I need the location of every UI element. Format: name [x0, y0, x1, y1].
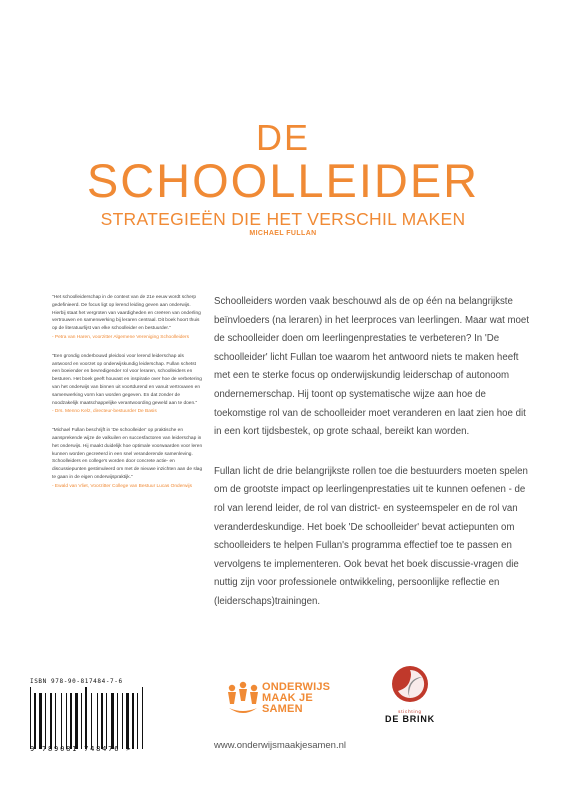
- barcode-bar: [119, 693, 121, 749]
- barcode-bar: [47, 693, 49, 749]
- barcode-bar: [126, 693, 129, 749]
- barcode-bar: [83, 693, 84, 749]
- quote-text: "Het schoolleiderschap in de context van de 21e eeuw wordt scherp gedefinieerd. De focus ligt op lerend leiding geven aan onderwijs. Hierbij staat het vergroten van vaardigheden en creëren van onderling vertrouwen en samenwerking bij leraren centraal. Dit boek hoort thuis op de literatuurlijst van elke schoolleider en bestuurder.": [52, 295, 201, 332]
- barcode-bar: [142, 687, 143, 749]
- barcode-bar: [57, 693, 60, 749]
- barcode-bar: [32, 687, 33, 749]
- barcode-bar: [45, 693, 46, 749]
- isbn-barcode: [30, 678, 172, 753]
- barcode-bar: [79, 693, 80, 749]
- barcode-bar: [124, 693, 125, 749]
- barcode-bar: [111, 693, 114, 749]
- barcode-bar: [101, 693, 103, 749]
- barcode-bar: [108, 693, 110, 749]
- logo-line: MAAK JE: [262, 692, 313, 704]
- barcode-bar: [117, 693, 118, 749]
- barcode-bar: [43, 693, 44, 749]
- onderwijs-maak-je-samen-logo: [226, 680, 386, 720]
- quote-source: - Ewald van Vliet, Voorzitter College van Bestuur Lucas Onderwijs: [52, 483, 192, 489]
- quote-text: "Michael Fullan beschrijft in 'De schoolleider' op praktische en aansprekende wijze de valkuilen en succesfactoren van leiderschap in het onderwijs. Hij maakt duidelijk hoe optimale voorwaarden voor leren kunnen worden gecreëerd in een snel veranderende samenleving. Schoolleiders en college's worden door concrete actie- en discussiepunten gestimuleerd om met de nieuwe inzichten aan de slag te gaan in de eigen onderwijspraktijk.": [52, 428, 203, 480]
- barcode-bar: [37, 693, 38, 749]
- people-circle-icon: [226, 680, 260, 716]
- de-brink-logo: [382, 664, 438, 724]
- barcode-bar: [70, 693, 72, 749]
- quote-item: [52, 294, 204, 342]
- barcode-bar: [132, 693, 134, 749]
- blurb-paragraph: Fullan licht de drie belangrijkste rollen toe die bestuurders moeten spelen om de grootste impact op leerlingenprestaties uit te kunnen oefenen - de rol van lerend leider, de rol van district- en systeemspeler en de rol van veranderdeskundige. Het boek 'De schoolleider' bevat actiepunten om schoolleiders te helpen Fullan's programma effectief toe te passen en vervolgens te implementeren. Ook bevat het boek discussie-vragen die nuttig zijn voor professionele ontwikkeling, persoonlijke reflectie en (leiderschaps)trainingen.: [214, 465, 528, 607]
- barcode-bar: [139, 693, 141, 749]
- barcode-bar: [135, 693, 136, 749]
- quote-item: [52, 353, 204, 416]
- barcode-bar: [50, 693, 52, 749]
- barcode-bar: [34, 693, 36, 749]
- book-author: MICHAEL FULLAN: [249, 230, 317, 237]
- barcode-bar: [68, 693, 69, 749]
- endorsement-quotes: [52, 294, 204, 502]
- blurb-paragraph: Schoolleiders worden vaak beschouwd als de op één na belangrijkste beïnvloeders (na leraren) in het leerproces van leerlingen. Maar wat moet de schoolleider doen om leerlingenprestaties te verbeteren? In 'De schoolleider' licht Fullan toe waarom het antwoord niets te maken heeft met een te sterke focus op onderwijskundig leiderschap of autonoom ondernemerschap. Hij toont op systematische wijze aan hoe de toekomstige rol van de schoolleider moet veranderen en laat zien hoe dit in een kort tijdsbestek, op grote schaal, bereikt kan worden.: [214, 296, 530, 438]
- barcode-bar: [99, 693, 100, 749]
- barcode-bar: [30, 687, 31, 749]
- barcode-bar: [93, 693, 96, 749]
- barcode-bar: [73, 693, 74, 749]
- barcode-bar: [63, 693, 65, 749]
- quote-source: - Petra van Haren, voorzitter Algemene Vereniging Schoolleiders: [52, 334, 190, 340]
- website-url: www.onderwijsmaakjesamen.nl: [214, 740, 346, 751]
- blurb-text: [214, 293, 530, 633]
- barcode-bar: [39, 693, 42, 749]
- title-de: DE: [255, 117, 310, 158]
- barcode-bar: [115, 693, 116, 749]
- quote-item: [52, 427, 204, 490]
- book-title: SCHOOLLEIDER: [86, 154, 480, 207]
- barcode-bar: [91, 693, 92, 749]
- barcode-bar: [85, 687, 87, 749]
- logo-line: ONDERWIJS: [262, 681, 331, 693]
- barcode-bar: [75, 693, 78, 749]
- barcode-digits: 9 789081 748476 >: [30, 745, 172, 753]
- barcode-bar: [137, 693, 138, 749]
- barcode-bar: [106, 693, 107, 749]
- brink-subtext: stichting: [398, 709, 422, 714]
- barcode-bar: [97, 693, 98, 749]
- quote-source: - Drs. Menno Kelz, directeur-bestuurder De Basis: [52, 409, 157, 415]
- logo-line: SAMEN: [262, 703, 303, 715]
- brink-name: DE BRINK: [385, 714, 435, 724]
- brink-emblem-icon: [390, 664, 430, 704]
- barcode-bar: [66, 693, 67, 749]
- barcode-bar: [81, 693, 82, 749]
- barcode-bar: [122, 693, 123, 749]
- barcode-bar: [55, 693, 56, 749]
- quote-text: "Een grondig onderbouwd pleidooi voor lerend leiderschap als antwoord en voorzet op onderwijskundig leiderschap. Fullan schetst een boeiender en bevredigender rol voor leraren, schoolleiders en besturen. Het boek geeft houvast en inspiratie over hoe de verbetering van het onderwijs van binnen uit voortdurend en vanuit vertrouwen en samenwerking vorm kan worden gegeven. En dat zonder de noodzakelijk maatschappelijke verantwoording geweld aan te doen.": [52, 353, 202, 406]
- book-subtitle: STRATEGIEËN DIE HET VERSCHIL MAKEN: [100, 209, 466, 229]
- barcode-bar: [144, 687, 145, 749]
- barcode-bar: [61, 693, 62, 749]
- title-block: [0, 117, 566, 237]
- isbn-label: ISBN 978-90-817484-7-6: [30, 678, 123, 685]
- barcode-bar: [130, 693, 131, 749]
- onderwijs-logo-text: [262, 682, 330, 715]
- barcode-bar: [53, 693, 54, 749]
- barcode-bar: [104, 693, 105, 749]
- barcode-bars: [30, 687, 172, 749]
- barcode-bar: [88, 687, 90, 749]
